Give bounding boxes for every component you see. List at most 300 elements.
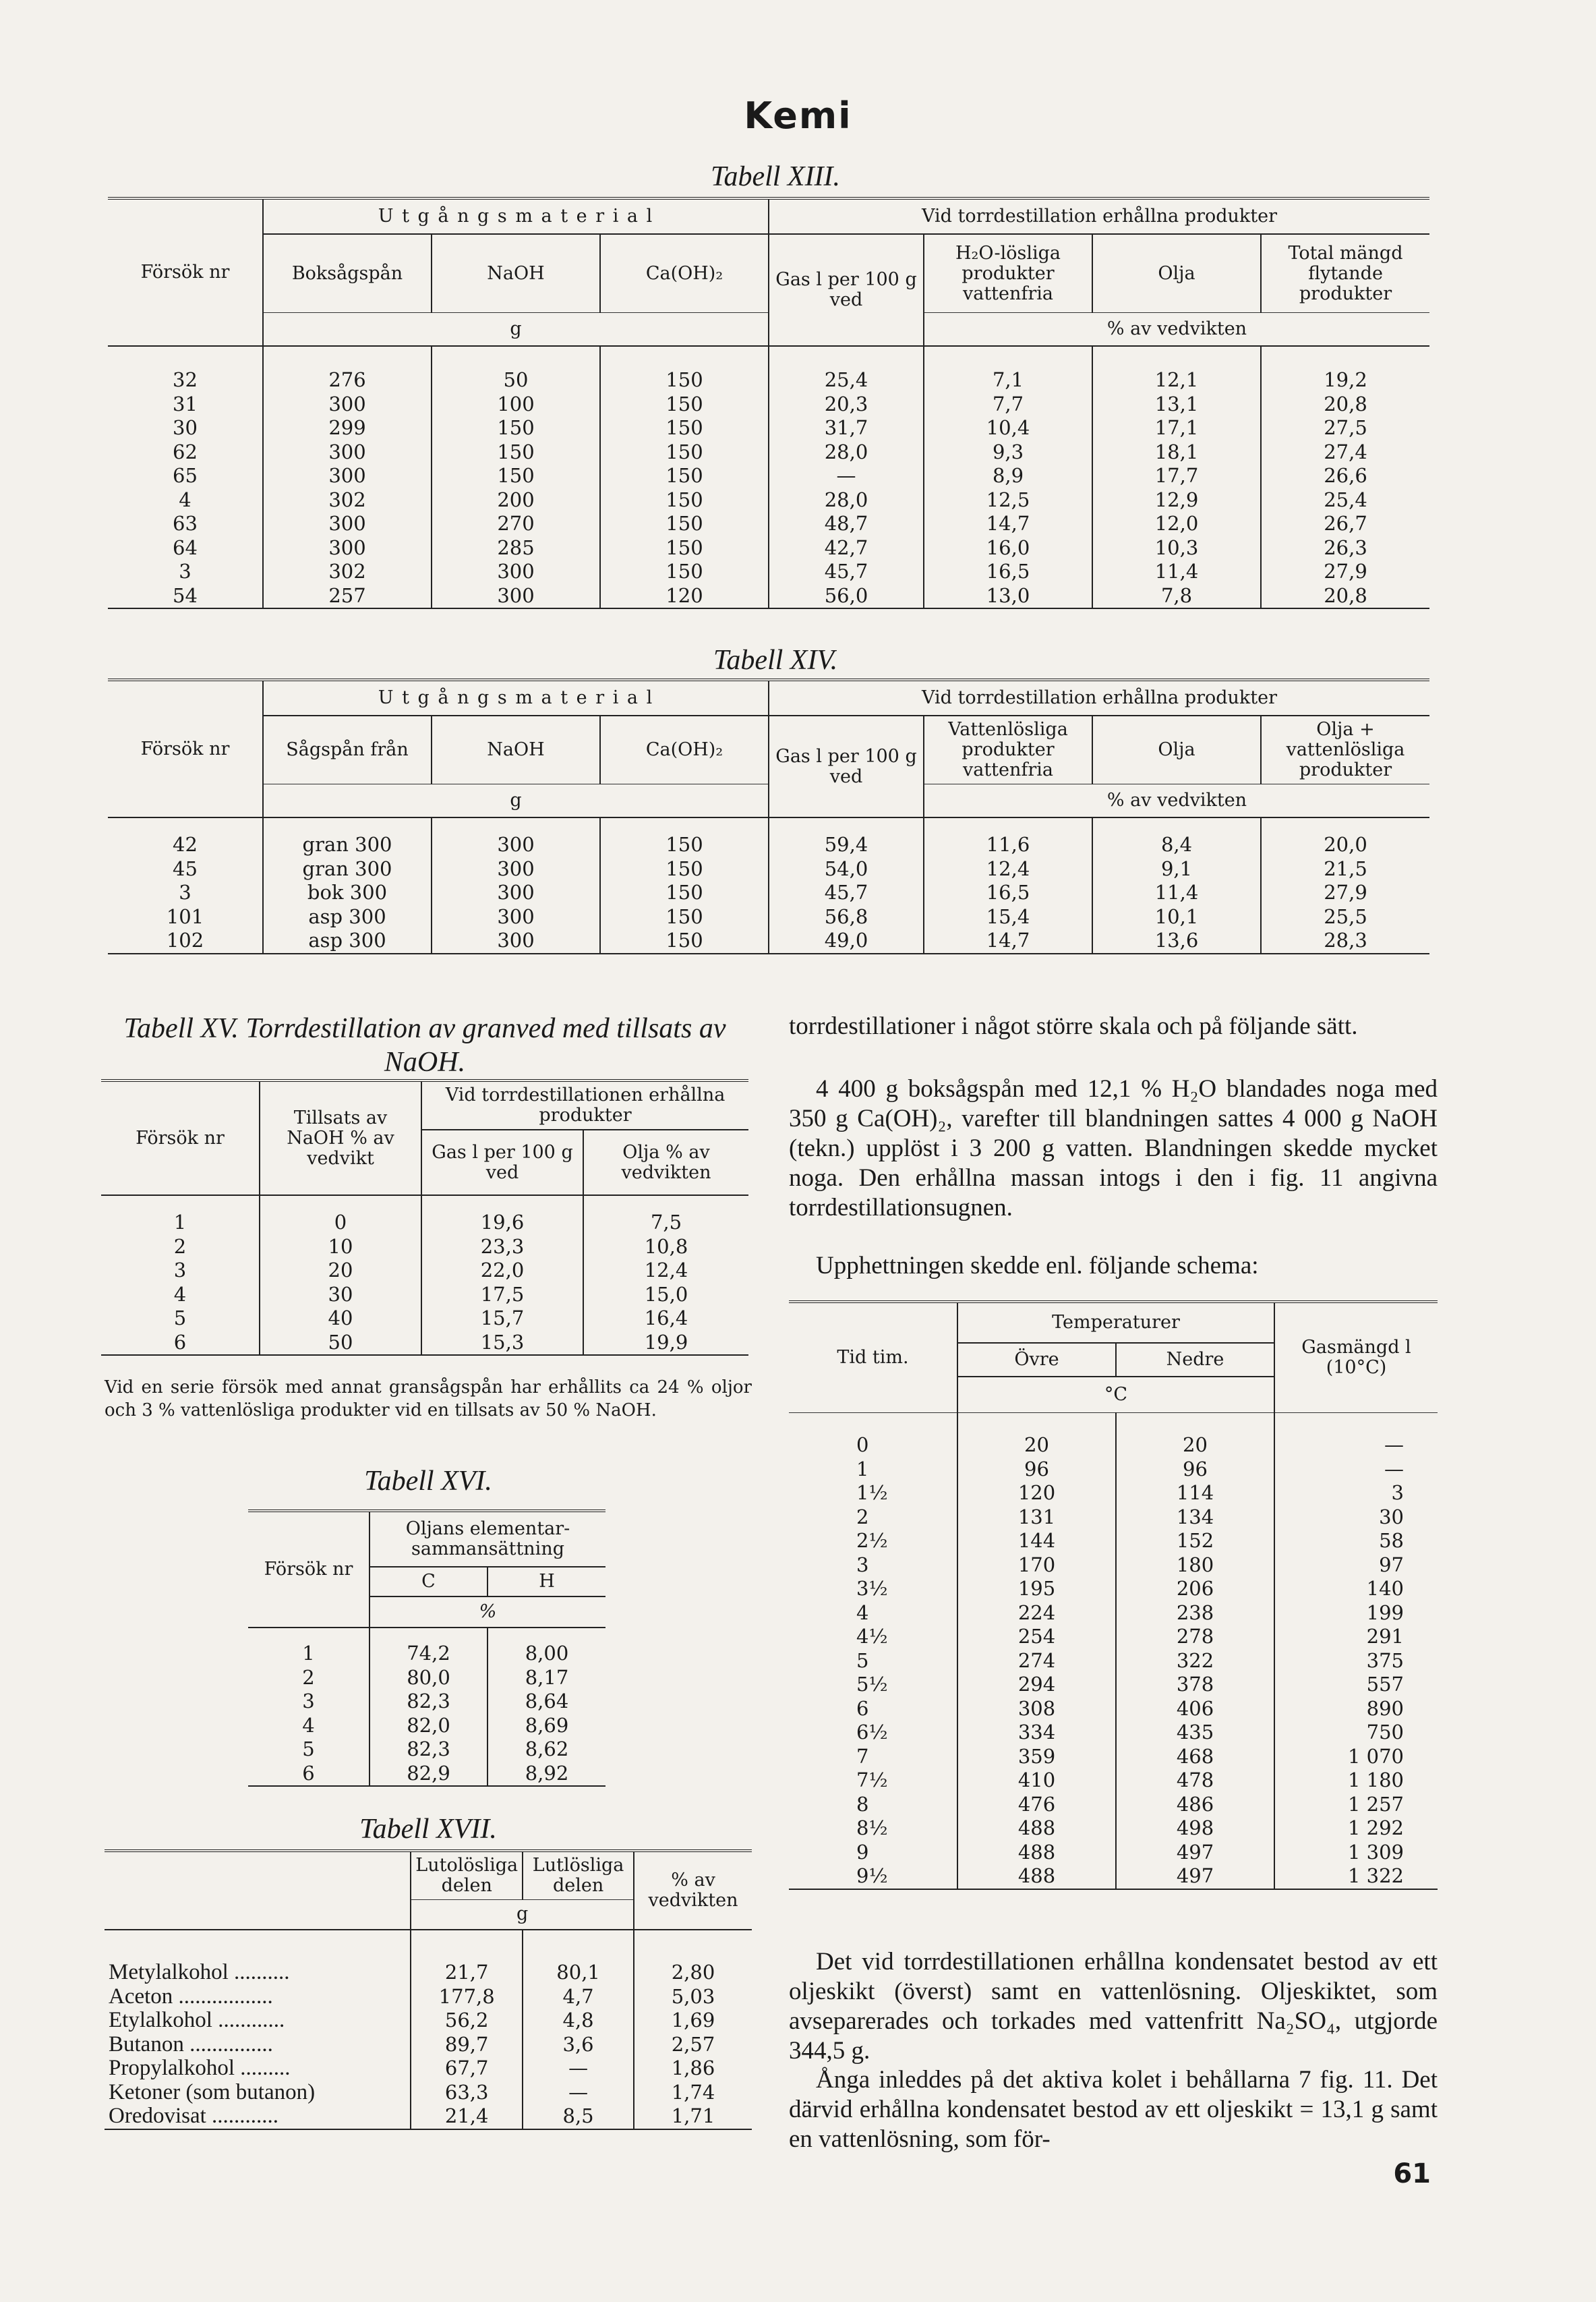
schema-col-ovre: 274 xyxy=(957,1649,1116,1673)
schema-col-ovre: 334 xyxy=(957,1721,1116,1745)
t14-row xyxy=(108,881,1429,905)
t17-row xyxy=(105,2081,752,2105)
t13-col-h2o: 9,3 xyxy=(924,440,1092,465)
t13-h-unit-g: g xyxy=(263,313,769,347)
t14-col-caoh: 150 xyxy=(600,905,769,929)
t17-h-lutol: Lutolösliga delen xyxy=(411,1851,523,1899)
t15-h-vid: Vid torrdestillationen erhållna produkter xyxy=(421,1081,748,1130)
t14-col-olja: 11,4 xyxy=(1092,881,1261,905)
t13-col-caoh: 150 xyxy=(600,464,769,488)
t15-col-gas: 15,7 xyxy=(421,1306,583,1331)
t16-col-forsok: 2 xyxy=(248,1666,370,1690)
t14-h-unit-pct: % av vedvikten xyxy=(924,784,1429,818)
schema-col-ovre: 488 xyxy=(957,1841,1116,1865)
schema-col-ovre: 308 xyxy=(957,1697,1116,1721)
t13-col-boks: 299 xyxy=(263,416,432,440)
schema-col-tid: 6 xyxy=(789,1697,957,1721)
t13-col-naoh: 150 xyxy=(432,440,600,465)
t17-row xyxy=(105,1985,752,2009)
t17-col-pct: 1,74 xyxy=(671,2080,715,2104)
t13-row xyxy=(108,584,1429,609)
t14-col-caoh: 150 xyxy=(600,833,769,857)
schema-col-tid: 7 xyxy=(789,1745,957,1769)
page-number: 61 xyxy=(1393,2158,1431,2189)
t13-col-h2o: 14,7 xyxy=(924,512,1092,536)
t13-col-forsok: 4 xyxy=(108,488,263,513)
t14-col-gas: 54,0 xyxy=(769,857,924,882)
schema-col-tid: 4 xyxy=(789,1601,957,1625)
t17-h-g: g xyxy=(411,1899,634,1930)
t13-col-h2o: 8,9 xyxy=(924,464,1092,488)
right-para-5: Ånga inleddes på det aktiva kolet i behållarna 7 fig. 11. Det därvid erhållna kondensatet bestod av ett oljeskikt = 13,1 g samt en vattenlösning, som för- xyxy=(789,2066,1438,2153)
schema-h-tid: Tid tim. xyxy=(789,1302,957,1413)
t13-col-caoh: 150 xyxy=(600,416,769,440)
t15-col-tillsats: 30 xyxy=(260,1283,421,1307)
t17-col-pct: 2,57 xyxy=(671,2032,715,2056)
t13-col-total: 25,4 xyxy=(1324,488,1367,511)
t15-col-olja: 19,9 xyxy=(644,1330,688,1354)
schema-row xyxy=(789,1864,1438,1889)
t13-col-forsok: 64 xyxy=(108,536,263,560)
t14-col-forsok: 45 xyxy=(108,857,263,882)
t14-col-forsok: 42 xyxy=(108,833,263,857)
t15-col-tillsats: 10 xyxy=(260,1235,421,1259)
schema-row xyxy=(789,1697,1438,1721)
t13-col-total: 26,7 xyxy=(1324,512,1367,535)
t17-col-label: Oredovisat ............ xyxy=(105,2104,411,2129)
t13-col-olja: 11,4 xyxy=(1092,560,1261,584)
t16-col-forsok: 1 xyxy=(248,1642,370,1666)
t13-col-caoh: 150 xyxy=(600,560,769,584)
t13-col-boks: 257 xyxy=(263,584,432,609)
t13-col-naoh: 150 xyxy=(432,464,600,488)
t15-col-forsok: 1 xyxy=(101,1211,260,1235)
schema-col-tid: 3 xyxy=(789,1553,957,1578)
schema-col-gas: 375 xyxy=(1366,1648,1404,1672)
t15-col-forsok: 3 xyxy=(101,1259,260,1283)
t13-h-caoh: Ca(OH)₂ xyxy=(600,234,769,313)
t15-col-tillsats: 0 xyxy=(260,1211,421,1235)
t13-col-caoh: 150 xyxy=(600,393,769,417)
t13-col-caoh: 150 xyxy=(600,512,769,536)
t13-col-boks: 302 xyxy=(263,488,432,513)
schema-col-ovre: 224 xyxy=(957,1601,1116,1625)
t13-row xyxy=(108,536,1429,560)
t14-col-olja2: 25,5 xyxy=(1324,904,1367,928)
schema-col-ovre: 488 xyxy=(957,1816,1116,1841)
t16-col-h: 8,62 xyxy=(525,1737,569,1760)
schema-col-ovre: 131 xyxy=(957,1505,1116,1530)
schema-h-temp: Temperaturer xyxy=(957,1302,1274,1343)
t13-col-total: 26,3 xyxy=(1324,536,1367,559)
t14-col-gas: 56,8 xyxy=(769,905,924,929)
table-15-caption: Tabell XV. Torrdestillation av granved med tillsats av NaOH. xyxy=(123,1013,726,1078)
t13-col-gas: 45,7 xyxy=(769,560,924,584)
schema-col-gas: 1 257 xyxy=(1347,1792,1404,1816)
schema-row xyxy=(789,1458,1438,1482)
t16-h-h: H xyxy=(487,1567,605,1596)
t13-col-caoh: 120 xyxy=(600,584,769,609)
t15-col-tillsats: 20 xyxy=(260,1259,421,1283)
t17-col-lutol: 63,3 xyxy=(411,2081,523,2105)
t17-col-label: Ketoner (som butanon) xyxy=(105,2081,411,2105)
t14-h-gas: Gas l per 100 g ved xyxy=(769,716,924,817)
t16-row xyxy=(248,1714,605,1738)
t14-col-olja2: 27,9 xyxy=(1324,881,1367,904)
t13-col-forsok: 31 xyxy=(108,393,263,417)
t14-col-caoh: 150 xyxy=(600,857,769,882)
t13-col-h2o: 12,5 xyxy=(924,488,1092,513)
right-para-1: torrdestillationer i något större skala och på följande sätt. xyxy=(789,1012,1358,1040)
t16-col-forsok: 4 xyxy=(248,1714,370,1738)
t13-h-total: Total mängd flytande produkter xyxy=(1288,242,1403,304)
t13-col-caoh: 150 xyxy=(600,440,769,465)
t13-col-gas: 25,4 xyxy=(769,368,924,393)
t13-col-naoh: 300 xyxy=(432,560,600,584)
schema-col-gas: 890 xyxy=(1366,1696,1404,1720)
t13-h-gas: Gas l per 100 g ved xyxy=(769,234,924,346)
t16-col-forsok: 6 xyxy=(248,1762,370,1787)
table-16-caption: Tabell XVI. xyxy=(364,1466,492,1497)
t15-col-gas: 23,3 xyxy=(421,1235,583,1259)
schema-row xyxy=(789,1745,1438,1769)
t15-col-forsok: 6 xyxy=(101,1331,260,1356)
t14-col-olja: 8,4 xyxy=(1092,833,1261,857)
t14-h-naoh: NaOH xyxy=(432,716,600,784)
t14-col-vatten: 12,4 xyxy=(924,857,1092,882)
t17-col-lutol: 21,7 xyxy=(411,1961,523,1985)
t17-col-pct: 2,80 xyxy=(671,1961,715,1984)
t14-h-olja2: Olja + vattenlösliga produkter xyxy=(1286,719,1405,780)
t16-col-c: 82,9 xyxy=(370,1762,487,1787)
t16-col-forsok: 5 xyxy=(248,1737,370,1762)
t14-row xyxy=(108,833,1429,857)
t13-col-olja: 12,9 xyxy=(1092,488,1261,513)
t17-col-lutl: 3,6 xyxy=(523,2033,634,2057)
schema-col-gas: 291 xyxy=(1366,1625,1404,1648)
t13-col-olja: 12,0 xyxy=(1092,512,1261,536)
schema-col-ovre: 170 xyxy=(957,1553,1116,1578)
t14-h-unit-g: g xyxy=(263,784,769,818)
t13-col-h2o: 13,0 xyxy=(924,584,1092,609)
t17-col-pct: 1,86 xyxy=(671,2056,715,2079)
t13-col-total: 26,6 xyxy=(1324,464,1367,487)
t15-col-forsok: 5 xyxy=(101,1306,260,1331)
t16-h-oljans: Oljans elementar-sammansättning xyxy=(370,1511,605,1567)
schema-col-tid: 3½ xyxy=(789,1577,957,1601)
t13-col-boks: 276 xyxy=(263,368,432,393)
t16-row xyxy=(248,1666,605,1690)
t16-col-h: 8,92 xyxy=(525,1761,569,1785)
t13-col-boks: 300 xyxy=(263,393,432,417)
table-13 xyxy=(108,197,1429,609)
t16-h-pct: % xyxy=(479,1601,497,1622)
t17-row xyxy=(105,2009,752,2033)
t14-col-naoh: 300 xyxy=(432,881,600,905)
t13-h-vid: Vid torrdestillation erhållna produkter xyxy=(769,198,1429,234)
t16-h-forsok: Försök nr xyxy=(248,1511,370,1628)
schema-col-nedre: 378 xyxy=(1116,1673,1274,1697)
schema-row xyxy=(789,1816,1438,1841)
table-14-caption: Tabell XIV. xyxy=(713,645,838,676)
t15-col-olja: 10,8 xyxy=(644,1234,688,1258)
t15-col-olja: 7,5 xyxy=(650,1211,682,1234)
t15-row xyxy=(101,1306,748,1331)
t15-col-olja: 16,4 xyxy=(644,1306,688,1329)
t13-col-naoh: 200 xyxy=(432,488,600,513)
schema-col-nedre: 152 xyxy=(1116,1529,1274,1553)
schema-col-tid: 2 xyxy=(789,1505,957,1530)
t17-col-lutl: — xyxy=(523,2056,634,2081)
schema-col-tid: 9½ xyxy=(789,1864,957,1889)
schema-row xyxy=(789,1433,1438,1458)
t14-col-olja2: 21,5 xyxy=(1324,857,1367,880)
t16-col-c: 80,0 xyxy=(370,1666,487,1690)
t17-row xyxy=(105,2056,752,2081)
t13-col-naoh: 100 xyxy=(432,393,600,417)
t17-col-label: Aceton ................. xyxy=(105,1985,411,2009)
t14-col-sag: gran 300 xyxy=(263,833,432,857)
t14-col-olja: 9,1 xyxy=(1092,857,1261,882)
t14-col-gas: 49,0 xyxy=(769,929,924,954)
t17-col-label: Propylalkohol ......... xyxy=(105,2056,411,2081)
schema-row xyxy=(789,1841,1438,1865)
schema-col-nedre: 498 xyxy=(1116,1816,1274,1841)
t17-col-lutl: 80,1 xyxy=(523,1961,634,1985)
t13-row xyxy=(108,464,1429,488)
schema-col-tid: 0 xyxy=(789,1433,957,1458)
right-para-2: 4 400 g boksågspån med 12,1 % H₂O blandades noga med 350 g Ca(OH)₂, varefter till blandningen sattes 4 000 g NaOH (tekn.) upplöst i 3 200 g vatten. Blandningen skedde mycket noga. Den erhållna massan intogs i den i fig. 11 angivna torrdestillationsugnen. xyxy=(789,1075,1438,1221)
t13-row xyxy=(108,512,1429,536)
schema-col-tid: 1½ xyxy=(789,1481,957,1505)
t13-row xyxy=(108,393,1429,417)
schema-col-gas: 30 xyxy=(1379,1505,1404,1528)
schema-col-ovre: 476 xyxy=(957,1793,1116,1817)
schema-col-nedre: 478 xyxy=(1116,1768,1274,1793)
schema-col-ovre: 20 xyxy=(957,1433,1116,1458)
t15-col-gas: 17,5 xyxy=(421,1283,583,1307)
t15-col-olja: 12,4 xyxy=(644,1259,688,1282)
t16-col-c: 82,3 xyxy=(370,1737,487,1762)
schema-col-gas: 1 292 xyxy=(1347,1816,1404,1839)
t13-row xyxy=(108,488,1429,513)
t13-col-olja: 7,8 xyxy=(1092,584,1261,609)
t13-col-gas: 28,0 xyxy=(769,488,924,513)
t13-h-boks: Boksågspån xyxy=(263,234,432,313)
schema-h-gas: Gasmängd l (10°C) xyxy=(1301,1337,1411,1378)
t13-col-forsok: 65 xyxy=(108,464,263,488)
t14-col-caoh: 150 xyxy=(600,881,769,905)
t16-col-forsok: 3 xyxy=(248,1690,370,1714)
schema-col-nedre: 20 xyxy=(1116,1433,1274,1458)
schema-h-ovre: Övre xyxy=(957,1343,1116,1377)
schema-col-nedre: 468 xyxy=(1116,1745,1274,1769)
t16-col-h: 8,00 xyxy=(525,1642,569,1665)
t15-col-forsok: 2 xyxy=(101,1235,260,1259)
t13-col-h2o: 7,7 xyxy=(924,393,1092,417)
t13-col-total: 27,9 xyxy=(1324,560,1367,583)
t13-h-naoh: NaOH xyxy=(432,234,600,313)
t13-col-naoh: 150 xyxy=(432,416,600,440)
t13-col-gas: 48,7 xyxy=(769,512,924,536)
t13-h-olja: Olja xyxy=(1092,234,1261,313)
t15-row xyxy=(101,1259,748,1283)
schema-col-gas: 1 070 xyxy=(1347,1744,1404,1768)
t14-col-vatten: 14,7 xyxy=(924,929,1092,954)
t17-col-lutol: 89,7 xyxy=(411,2033,523,2057)
t15-col-tillsats: 40 xyxy=(260,1306,421,1331)
schema-col-nedre: 180 xyxy=(1116,1553,1274,1578)
schema-row xyxy=(789,1625,1438,1649)
t13-col-total: 27,4 xyxy=(1324,440,1367,463)
t14-h-vid: Vid torrdestillation erhållna produkter xyxy=(769,680,1429,716)
schema-row xyxy=(789,1673,1438,1697)
schema-row xyxy=(789,1649,1438,1673)
schema-row xyxy=(789,1553,1438,1578)
table-17-caption: Tabell XVII. xyxy=(359,1814,497,1845)
table-14 xyxy=(108,679,1429,954)
schema-col-tid: 1 xyxy=(789,1458,957,1482)
t14-h-vatten: Vattenlösliga produkter vattenfria xyxy=(924,716,1092,784)
t17-col-pct: 1,71 xyxy=(671,2104,715,2127)
t13-col-gas: 20,3 xyxy=(769,393,924,417)
t13-col-forsok: 62 xyxy=(108,440,263,465)
schema-col-tid: 4½ xyxy=(789,1625,957,1649)
t14-row xyxy=(108,905,1429,929)
t17-h-pct: % av vedvikten xyxy=(634,1851,752,1930)
t13-col-naoh: 50 xyxy=(432,368,600,393)
t14-col-naoh: 300 xyxy=(432,905,600,929)
t13-col-boks: 302 xyxy=(263,560,432,584)
t13-col-total: 27,5 xyxy=(1324,416,1367,439)
schema-row xyxy=(789,1481,1438,1505)
schema-col-gas: 58 xyxy=(1379,1529,1404,1552)
table-17 xyxy=(105,1849,752,2130)
t15-col-gas: 19,6 xyxy=(421,1211,583,1235)
t14-col-sag: gran 300 xyxy=(263,857,432,882)
schema-col-gas: 750 xyxy=(1366,1721,1404,1744)
t13-h-forsok: Försök nr xyxy=(108,198,263,346)
t17-col-lutl: 4,8 xyxy=(523,2009,634,2033)
schema-row xyxy=(789,1529,1438,1553)
schema-col-tid: 8½ xyxy=(789,1816,957,1841)
schema-col-gas: 97 xyxy=(1379,1553,1404,1576)
t13-col-caoh: 150 xyxy=(600,368,769,393)
table-16 xyxy=(248,1509,605,1787)
t17-col-lutl: 8,5 xyxy=(523,2104,634,2129)
t17-h-lutl: Lutlösliga delen xyxy=(523,1851,634,1899)
t13-col-forsok: 32 xyxy=(108,368,263,393)
table-13-caption: Tabell XIII. xyxy=(710,161,841,192)
t15-h-gas: Gas l per 100 g ved xyxy=(421,1130,583,1195)
t14-h-utg: U t g å n g s m a t e r i a l xyxy=(263,680,769,716)
t14-col-naoh: 300 xyxy=(432,929,600,954)
t14-h-caoh: Ca(OH)₂ xyxy=(600,716,769,784)
t15-row xyxy=(101,1211,748,1235)
t15-h-olja: Olja % av vedvikten xyxy=(621,1141,711,1183)
t13-col-olja: 17,7 xyxy=(1092,464,1261,488)
t13-col-forsok: 3 xyxy=(108,560,263,584)
page-header: Kemi xyxy=(744,94,852,137)
schema-col-ovre: 294 xyxy=(957,1673,1116,1697)
t14-col-gas: 45,7 xyxy=(769,881,924,905)
t14-col-sag: asp 300 xyxy=(263,929,432,954)
schema-col-gas: 3 xyxy=(1391,1481,1404,1504)
schema-col-nedre: 238 xyxy=(1116,1601,1274,1625)
schema-row xyxy=(789,1577,1438,1601)
schema-row xyxy=(789,1768,1438,1793)
t13-col-h2o: 7,1 xyxy=(924,368,1092,393)
t17-col-pct: 5,03 xyxy=(671,1984,715,2008)
t13-col-olja: 12,1 xyxy=(1092,368,1261,393)
schema-row xyxy=(789,1793,1438,1817)
t15-row xyxy=(101,1331,748,1356)
t16-h-c: C xyxy=(370,1567,487,1596)
t17-col-lutol: 21,4 xyxy=(411,2104,523,2129)
schema-row xyxy=(789,1505,1438,1530)
schema-col-nedre: 497 xyxy=(1116,1841,1274,1865)
t15-col-forsok: 4 xyxy=(101,1283,260,1307)
t14-h-forsok: Försök nr xyxy=(108,680,263,817)
t14-col-forsok: 102 xyxy=(108,929,263,954)
t14-col-vatten: 16,5 xyxy=(924,881,1092,905)
schema-col-nedre: 406 xyxy=(1116,1697,1274,1721)
t13-col-olja: 17,1 xyxy=(1092,416,1261,440)
schema-col-gas: — xyxy=(1384,1457,1404,1480)
schema-col-ovre: 195 xyxy=(957,1577,1116,1601)
t14-col-vatten: 15,4 xyxy=(924,905,1092,929)
schema-col-nedre: 278 xyxy=(1116,1625,1274,1649)
t13-col-boks: 300 xyxy=(263,512,432,536)
t13-col-boks: 300 xyxy=(263,464,432,488)
t17-col-pct: 1,69 xyxy=(671,2009,715,2032)
t13-col-total: 20,8 xyxy=(1324,392,1367,415)
schema-col-nedre: 206 xyxy=(1116,1577,1274,1601)
schema-col-nedre: 114 xyxy=(1116,1481,1274,1505)
t13-col-forsok: 63 xyxy=(108,512,263,536)
t13-col-olja: 18,1 xyxy=(1092,440,1261,465)
t13-col-gas: 42,7 xyxy=(769,536,924,560)
t17-col-lutol: 177,8 xyxy=(411,1985,523,2009)
t14-col-naoh: 300 xyxy=(432,833,600,857)
t17-col-lutol: 56,2 xyxy=(411,2009,523,2033)
t15-h-tillsats: Tillsats av NaOH % av vedvikt xyxy=(260,1081,421,1195)
t14-row xyxy=(108,857,1429,882)
schema-col-nedre: 497 xyxy=(1116,1864,1274,1889)
t15-row xyxy=(101,1235,748,1259)
t16-row xyxy=(248,1762,605,1787)
t15-h-forsok: Försök nr xyxy=(101,1081,260,1195)
t17-col-lutol: 67,7 xyxy=(411,2056,523,2081)
schema-col-nedre: 322 xyxy=(1116,1649,1274,1673)
schema-col-tid: 2½ xyxy=(789,1529,957,1553)
t16-row xyxy=(248,1642,605,1666)
t13-col-h2o: 16,0 xyxy=(924,536,1092,560)
schema-col-tid: 5½ xyxy=(789,1673,957,1697)
t13-col-total: 20,8 xyxy=(1324,583,1367,607)
t17-col-label: Etylalkohol ............ xyxy=(105,2009,411,2033)
t17-col-lutl: — xyxy=(523,2081,634,2105)
t14-col-sag: bok 300 xyxy=(263,881,432,905)
schema-col-ovre: 96 xyxy=(957,1458,1116,1482)
t13-col-olja: 13,1 xyxy=(1092,393,1261,417)
t13-col-boks: 300 xyxy=(263,536,432,560)
t14-col-caoh: 150 xyxy=(600,929,769,954)
t14-h-sag: Sågspån från xyxy=(263,716,432,784)
table-15-note: Vid en serie försök med annat gransågspån har erhållits ca 24 % oljor och 3 % vattenlösliga produkter vid en tillsats av 50 % NaOH. xyxy=(105,1377,752,1420)
schema-col-ovre: 359 xyxy=(957,1745,1116,1769)
t15-col-tillsats: 50 xyxy=(260,1331,421,1356)
